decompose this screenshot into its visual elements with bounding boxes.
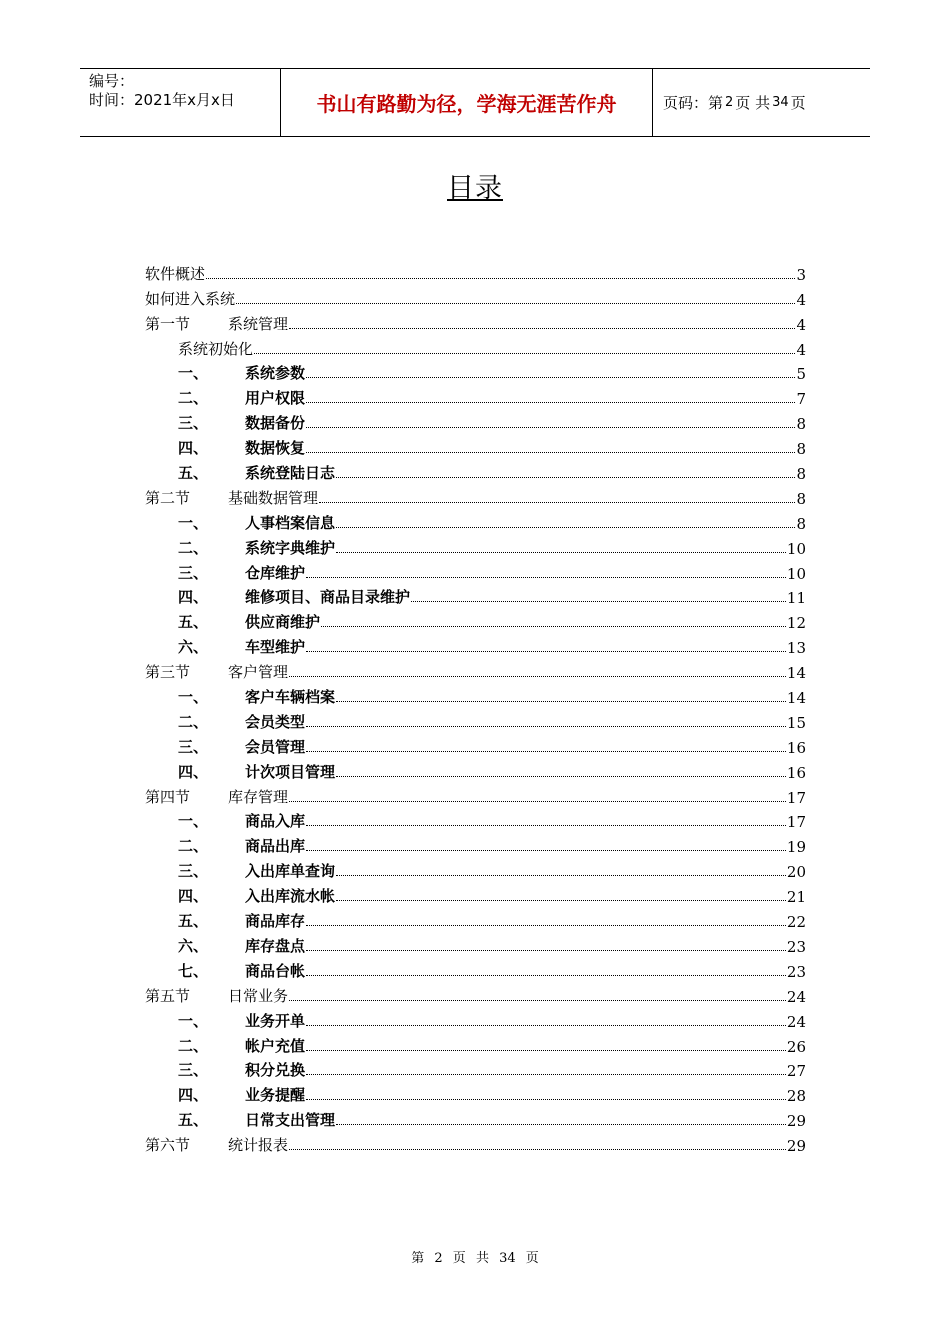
toc-entry-number: 第一节 — [145, 314, 191, 333]
toc-dot-leader — [306, 651, 786, 652]
toc-entry[interactable] — [145, 931, 806, 956]
toc-entry-text: 数据备份 — [245, 414, 306, 433]
toc-entry[interactable] — [145, 334, 806, 359]
toc-entry-page: 8 — [796, 415, 806, 434]
toc-dot-leader — [289, 328, 795, 329]
toc-entry-title — [145, 960, 305, 981]
header-page-number — [653, 69, 870, 136]
toc-entry-page: 10 — [786, 564, 806, 583]
toc-dot-leader — [336, 701, 786, 702]
toc-entry[interactable] — [145, 831, 806, 856]
toc-entry-title — [145, 437, 305, 458]
toc-entry-page: 29 — [786, 1112, 806, 1131]
footer-total: 34 — [499, 1251, 516, 1266]
toc-dot-leader — [306, 1050, 786, 1051]
toc-entry-title — [145, 537, 335, 558]
footer-suffix: 页 — [525, 1251, 539, 1266]
footer-current: 2 — [434, 1251, 443, 1266]
toc-entry-page: 14 — [786, 664, 806, 683]
toc-entry-text: 统计报表 — [228, 1136, 289, 1155]
toc-dot-leader — [306, 925, 786, 926]
toc-entry-title — [145, 810, 305, 831]
toc-entry-text: 库存盘点 — [245, 936, 306, 955]
toc-entry-text: 软件概述 — [145, 264, 206, 283]
toc-dot-leader — [306, 402, 795, 403]
toc-dot-leader — [336, 527, 795, 528]
toc-entry-title — [145, 1134, 288, 1155]
toc-entry-title — [145, 562, 305, 583]
toc-entry-text: 业务提醒 — [245, 1086, 306, 1105]
toc-entry-text: 用户权限 — [245, 389, 306, 408]
toc-entry[interactable] — [145, 1031, 806, 1056]
toc-entry-title — [145, 786, 288, 807]
toc-entry-number: 一、 — [178, 1011, 209, 1030]
toc-entry-page: 12 — [786, 614, 806, 633]
toc-dot-leader — [306, 950, 786, 951]
toc-entry-text: 客户管理 — [228, 663, 289, 682]
toc-entry-page: 26 — [786, 1037, 806, 1056]
toc-dot-leader — [289, 1000, 786, 1001]
toc-entry[interactable] — [145, 1080, 806, 1105]
toc-entry-text: 库存管理 — [228, 787, 289, 806]
toc-entry-text: 系统初始化 — [178, 339, 254, 358]
page-mid: 页 共 — [735, 94, 771, 112]
toc-entry-page: 17 — [786, 788, 806, 807]
toc-entry-text: 会员类型 — [245, 712, 306, 731]
toc-dot-leader — [336, 552, 786, 553]
toc-dot-leader — [336, 1124, 786, 1125]
toc-entry-number: 四、 — [178, 439, 209, 458]
toc-dot-leader — [306, 726, 786, 727]
toc-entry-text: 商品出库 — [245, 837, 306, 856]
toc-entry-number: 二、 — [178, 1036, 209, 1055]
toc-entry-text: 系统管理 — [228, 314, 289, 333]
toc-entry-title — [145, 362, 305, 383]
toc-entry-number: 三、 — [178, 563, 209, 582]
footer-prefix: 第 — [411, 1251, 425, 1266]
toc-entry-page: 16 — [786, 763, 806, 782]
toc-entry-number: 三、 — [178, 1061, 209, 1080]
toc-entry-title — [145, 1035, 305, 1056]
toc-entry[interactable] — [145, 1105, 806, 1130]
toc-entry-page: 8 — [796, 514, 806, 533]
page-suffix: 页 — [790, 94, 806, 112]
toc-entry-number: 一、 — [178, 364, 209, 383]
toc-dot-leader — [289, 676, 786, 677]
toc-dot-leader — [321, 626, 786, 627]
footer-mid1: 页 — [452, 1251, 466, 1266]
toc-entry-number: 第四节 — [145, 787, 191, 806]
toc-entry-page: 3 — [796, 265, 806, 284]
toc-entry-text: 基础数据管理 — [228, 488, 319, 507]
toc-entry-number: 五、 — [178, 613, 209, 632]
toc-entry-text: 帐户充值 — [245, 1036, 306, 1055]
footer-mid2: 共 — [475, 1251, 489, 1266]
toc-entry-page: 28 — [786, 1087, 806, 1106]
toc-dot-leader — [306, 452, 795, 453]
toc-entry-number: 六、 — [178, 638, 209, 657]
toc-entry-page: 10 — [786, 539, 806, 558]
toc-entry-title — [145, 387, 305, 408]
toc-entry-number: 第五节 — [145, 986, 191, 1005]
toc-dot-leader — [306, 825, 786, 826]
page-footer — [0, 1247, 950, 1266]
toc-entry[interactable] — [145, 906, 806, 931]
toc-entry-number: 五、 — [178, 912, 209, 931]
toc-dot-leader — [411, 601, 786, 602]
toc-entry-text: 仓库维护 — [245, 563, 306, 582]
toc-entry-page: 27 — [786, 1062, 806, 1081]
toc-entry-page: 17 — [786, 813, 806, 832]
toc-entry-page: 8 — [796, 489, 806, 508]
toc-entry-number: 三、 — [178, 737, 209, 756]
toc-entry-text: 系统参数 — [245, 364, 306, 383]
toc-entry-title — [145, 611, 320, 632]
toc-dot-leader — [306, 377, 795, 378]
toc-entry-text: 入出库单查询 — [245, 862, 336, 881]
toc-entry-number: 二、 — [178, 837, 209, 856]
toc-entry[interactable] — [145, 558, 806, 583]
toc-entry-number: 一、 — [178, 513, 209, 532]
toc-entry[interactable] — [145, 956, 806, 981]
toc-entry-title — [145, 487, 318, 508]
toc-entry-title — [145, 761, 335, 782]
toc-entry[interactable] — [145, 583, 806, 608]
toc-entry[interactable] — [145, 309, 806, 334]
toc-entry-title — [145, 586, 410, 607]
toc-entry-title — [145, 985, 288, 1006]
toc-entry[interactable] — [145, 359, 806, 384]
toc-entry-text: 商品入库 — [245, 812, 306, 831]
toc-entry-text: 商品库存 — [245, 912, 306, 931]
page-prefix: 页码：第 — [663, 94, 724, 112]
toc-entry-text: 人事档案信息 — [245, 513, 336, 532]
toc-entry-title — [145, 661, 288, 682]
toc-entry-text: 日常业务 — [228, 986, 289, 1005]
motto: 书山有路勤为径，学海无涯苦作舟 — [281, 69, 653, 136]
toc-entry-title — [145, 935, 305, 956]
toc-dot-leader — [336, 776, 786, 777]
toc-entry-title — [145, 885, 335, 906]
toc-entry-page: 21 — [786, 888, 806, 907]
toc-dot-leader — [319, 502, 795, 503]
toc-entry[interactable] — [145, 1056, 806, 1081]
toc-entry-page: 13 — [786, 639, 806, 658]
toc-entry[interactable] — [145, 433, 806, 458]
toc-dot-leader — [289, 1149, 786, 1150]
toc-dot-leader — [336, 900, 786, 901]
toc-entry[interactable] — [145, 408, 806, 433]
toc-entry-title — [145, 412, 305, 433]
toc-entry-title — [145, 736, 305, 757]
toc-entry-number: 一、 — [178, 812, 209, 831]
toc-entry-title — [145, 313, 288, 334]
toc-entry-number: 三、 — [178, 862, 209, 881]
toc-entry-page: 15 — [786, 713, 806, 732]
toc-entry-page: 5 — [796, 365, 806, 384]
toc-entry-text: 如何进入系统 — [145, 289, 236, 308]
toc-entry[interactable] — [145, 632, 806, 657]
toc-entry-number: 七、 — [178, 961, 209, 980]
toc-entry-page: 8 — [796, 465, 806, 484]
toc-entry[interactable] — [145, 707, 806, 732]
id-label: 编号： — [89, 72, 135, 90]
toc-entry-title — [145, 462, 335, 483]
toc-dot-leader — [306, 577, 786, 578]
toc-entry[interactable] — [145, 508, 806, 533]
toc-entry-page: 4 — [796, 290, 806, 309]
toc-entry-page: 14 — [786, 689, 806, 708]
toc-entry-text: 商品台帐 — [245, 961, 306, 980]
toc-dot-leader — [306, 1025, 786, 1026]
toc-dot-leader — [306, 1099, 786, 1100]
toc-entry-number: 第二节 — [145, 488, 191, 507]
toc-entry[interactable] — [145, 981, 806, 1006]
toc-entry-text: 供应商维护 — [245, 613, 321, 632]
toc-entry[interactable] — [145, 782, 806, 807]
toc-entry-page: 22 — [786, 913, 806, 932]
toc-entry-text: 数据恢复 — [245, 439, 306, 458]
toc-entry-text: 入出库流水帐 — [245, 887, 336, 906]
toc-entry[interactable] — [145, 284, 806, 309]
toc-entry[interactable] — [145, 657, 806, 682]
toc-entry-number: 五、 — [178, 464, 209, 483]
toc-entry-number: 三、 — [178, 414, 209, 433]
toc-entry[interactable] — [145, 856, 806, 881]
toc-dot-leader — [254, 353, 795, 354]
toc-entry[interactable] — [145, 259, 806, 284]
toc-entry[interactable] — [145, 483, 806, 508]
toc-entry-title — [145, 288, 235, 309]
toc-entry-number: 四、 — [178, 762, 209, 781]
toc-dot-leader — [236, 303, 795, 304]
toc-entry-title — [145, 860, 335, 881]
toc-entry-text: 系统字典维护 — [245, 538, 336, 557]
toc-entry[interactable] — [145, 458, 806, 483]
toc-entry-title — [145, 338, 253, 359]
toc-entry-page: 16 — [786, 738, 806, 757]
toc-entry-number: 二、 — [178, 538, 209, 557]
toc-entry-page: 7 — [796, 390, 806, 409]
toc-dot-leader — [306, 427, 795, 428]
toc-entry-title — [145, 1059, 305, 1080]
toc-entry-page: 4 — [796, 315, 806, 334]
toc-entry-title — [145, 686, 335, 707]
table-of-contents — [145, 259, 806, 1155]
toc-entry-text: 系统登陆日志 — [245, 464, 336, 483]
toc-dot-leader — [289, 801, 786, 802]
toc-entry-page: 29 — [786, 1137, 806, 1156]
toc-entry-title — [145, 1084, 305, 1105]
toc-entry[interactable] — [145, 881, 806, 906]
toc-entry[interactable] — [145, 732, 806, 757]
toc-entry-text: 积分兑换 — [245, 1061, 306, 1080]
toc-entry-text: 业务开单 — [245, 1011, 306, 1030]
toc-entry-page: 20 — [786, 863, 806, 882]
toc-entry-number: 二、 — [178, 712, 209, 731]
toc-entry-title — [145, 910, 305, 931]
toc-entry-title — [145, 1109, 335, 1130]
toc-entry[interactable] — [145, 383, 806, 408]
toc-entry-title — [145, 263, 205, 284]
toc-entry-number: 四、 — [178, 887, 209, 906]
toc-entry-title — [145, 1010, 305, 1031]
toc-entry-text: 客户车辆档案 — [245, 688, 336, 707]
toc-entry[interactable] — [145, 607, 806, 632]
toc-entry-number: 第三节 — [145, 663, 191, 682]
toc-entry-title — [145, 512, 335, 533]
toc-entry-text: 车型维护 — [245, 638, 306, 657]
toc-dot-leader — [336, 875, 786, 876]
toc-entry-page: 4 — [796, 340, 806, 359]
toc-entry-number: 五、 — [178, 1111, 209, 1130]
toc-dot-leader — [306, 850, 786, 851]
toc-entry-page: 11 — [786, 589, 806, 608]
toc-entry-number: 二、 — [178, 389, 209, 408]
toc-entry-number: 六、 — [178, 936, 209, 955]
toc-entry-number: 四、 — [178, 588, 209, 607]
page-title: 目录 — [447, 173, 503, 204]
toc-entry-number: 四、 — [178, 1086, 209, 1105]
toc-entry[interactable] — [145, 757, 806, 782]
toc-entry-text: 计次项目管理 — [245, 762, 336, 781]
toc-entry-number: 一、 — [178, 688, 209, 707]
toc-dot-leader — [306, 751, 786, 752]
time-label: 时间：2021年x月x日 — [89, 91, 235, 109]
toc-dot-leader — [306, 1074, 786, 1075]
toc-entry-number: 第六节 — [145, 1136, 191, 1155]
toc-entry-title — [145, 636, 305, 657]
toc-entry[interactable] — [145, 682, 806, 707]
toc-entry-page: 23 — [786, 962, 806, 981]
toc-entry-page: 24 — [786, 1012, 806, 1031]
toc-entry-text: 维修项目、商品目录维护 — [245, 588, 411, 607]
toc-entry-title — [145, 711, 305, 732]
toc-entry[interactable] — [145, 1006, 806, 1031]
toc-entry-text: 日常支出管理 — [245, 1111, 336, 1130]
page-header — [80, 68, 870, 137]
page-current: 2 — [725, 95, 734, 110]
toc-entry-page: 24 — [786, 987, 806, 1006]
toc-entry-page: 23 — [786, 937, 806, 956]
toc-dot-leader — [206, 278, 795, 279]
toc-entry-text: 会员管理 — [245, 737, 306, 756]
toc-entry[interactable] — [145, 1130, 806, 1155]
toc-entry[interactable] — [145, 807, 806, 832]
toc-dot-leader — [306, 975, 786, 976]
toc-entry-page: 8 — [796, 440, 806, 459]
header-meta — [80, 69, 281, 136]
toc-entry[interactable] — [145, 533, 806, 558]
toc-dot-leader — [336, 477, 795, 478]
toc-entry-title — [145, 835, 305, 856]
page-total: 34 — [772, 95, 789, 110]
toc-entry-page: 19 — [786, 838, 806, 857]
